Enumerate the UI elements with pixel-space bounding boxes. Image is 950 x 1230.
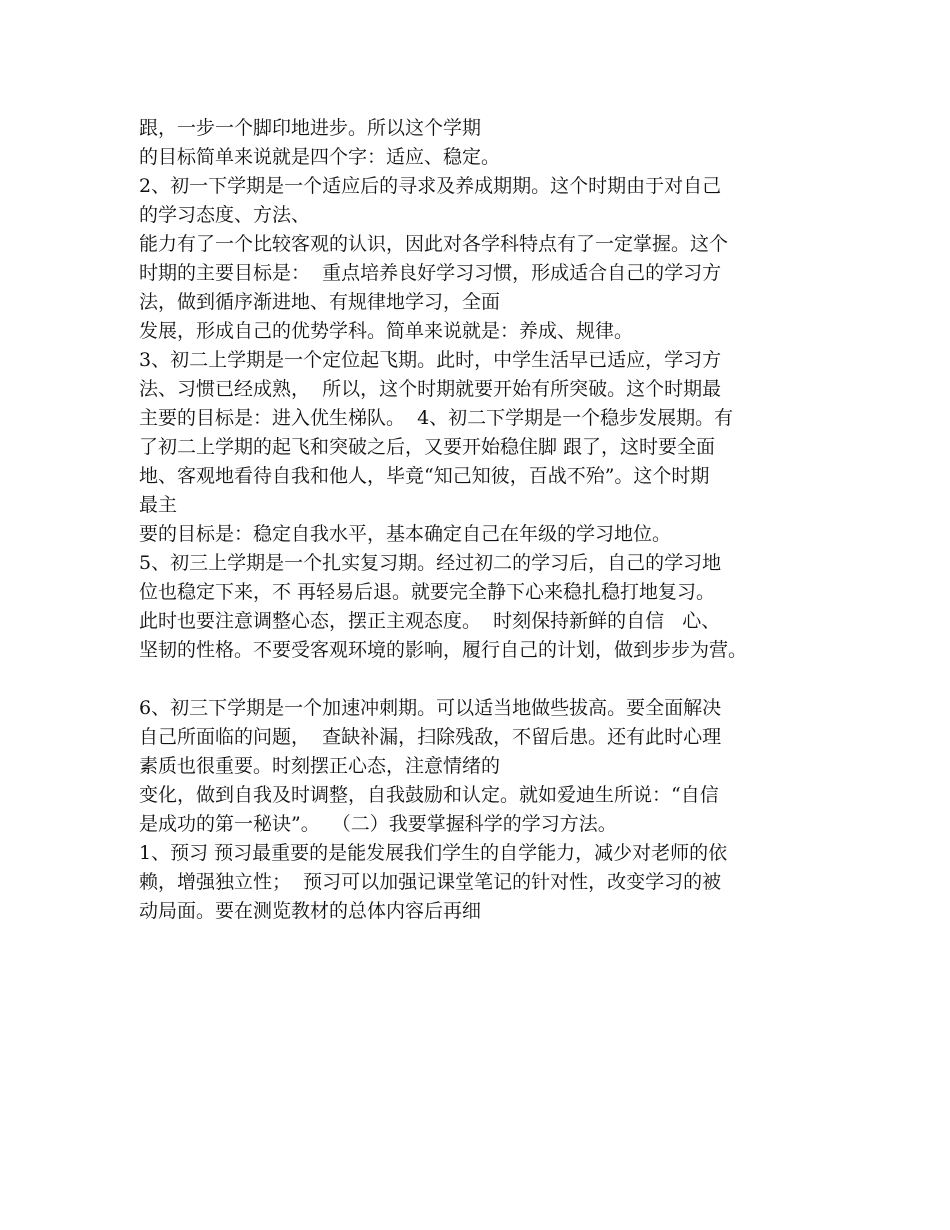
document-body xyxy=(139,114,839,926)
text-line: 6、初三下学期是一个加速冲刺期。可以适当地做些拔高。要全面解决 xyxy=(139,697,722,719)
text-line: 是成功的第一秘诀”。 （二）我要掌握科学的学习方法。 xyxy=(139,813,617,835)
text-line: 的学习态度、方法、 xyxy=(139,204,311,226)
text-line: 1、预习 预习最重要的是能发展我们学生的自学能力，减少对老师的依 xyxy=(139,842,728,864)
text-line: 发展，形成自己的优势学科。简单来说就是：养成、规律。 xyxy=(139,320,634,342)
text-line: 要的目标是：稳定自我水平，基本确定自己在年级的学习地位。 xyxy=(139,523,672,545)
blank-line xyxy=(139,665,839,694)
text-line: 法，做到循序渐进地、有规律地学习，全面 xyxy=(139,291,501,313)
text-line: 坚韧的性格。不要受客观环境的影响，履行自己的计划，做到步步为营。 xyxy=(139,639,748,661)
text-line: 法、习惯已经成熟， 所以，这个时期就要开始有所突破。这个时期最 xyxy=(139,378,722,400)
text-line: 最主 xyxy=(139,494,178,516)
text-line: 素质也很重要。时刻摆正心态，注意情绪的 xyxy=(139,755,501,777)
text-line: 了初二上学期的起飞和突破之后，又要开始稳住脚 跟了，这时要全面 xyxy=(139,436,716,458)
text-line: 动局面。要在测览教材的总体内容后再细 xyxy=(139,900,482,922)
text-line: 此时也要注意调整心态，摆正主观态度。 时刻保持新鲜的自信 心、 xyxy=(139,610,721,632)
text-line: 时期的主要目标是： 重点培养良好学习习惯，形成适合自己的学习方 xyxy=(139,262,722,284)
text-line: 的目标简单来说就是四个字：适应、稳定。 xyxy=(139,146,501,168)
text-line: 赖，增强独立性； 预习可以加强记课堂笔记的针对性，改变学习的被 xyxy=(139,871,722,893)
text-line: 2、初一下学期是一个适应后的寻求及养成期期。这个时期由于对自己 xyxy=(139,175,722,197)
text-line: 跟，一步一个脚印地进步。所以这个学期 xyxy=(139,117,482,139)
text-line: 主要的目标是：进入优生梯队。 4、初二下学期是一个稳步发展期。有 xyxy=(139,407,734,429)
text-line: 5、初三上学期是一个扎实复习期。经过初二的学习后，自己的学习地 xyxy=(139,552,722,574)
text-line: 地、客观地看待自我和他人，毕竟“知己知彼，百战不殆”。这个时期 xyxy=(139,465,710,487)
text-line: 变化，做到自我及时调整，自我鼓励和认定。就如爱迪生所说：“自信 xyxy=(139,784,719,806)
text-line: 自己所面临的问题， 查缺补漏，扫除残敌，不留后患。还有此时心理 xyxy=(139,726,722,748)
text-line: 位也稳定下来，不 再轻易后退。就要完全静下心来稳扎稳打地复习。 xyxy=(139,581,716,603)
text-line: 能力有了一个比较客观的认识，因此对各学科特点有了一定掌握。这个 xyxy=(139,233,729,255)
text-line: 3、初二上学期是一个定位起飞期。此时，中学生活早已适应，学习方 xyxy=(139,349,722,371)
